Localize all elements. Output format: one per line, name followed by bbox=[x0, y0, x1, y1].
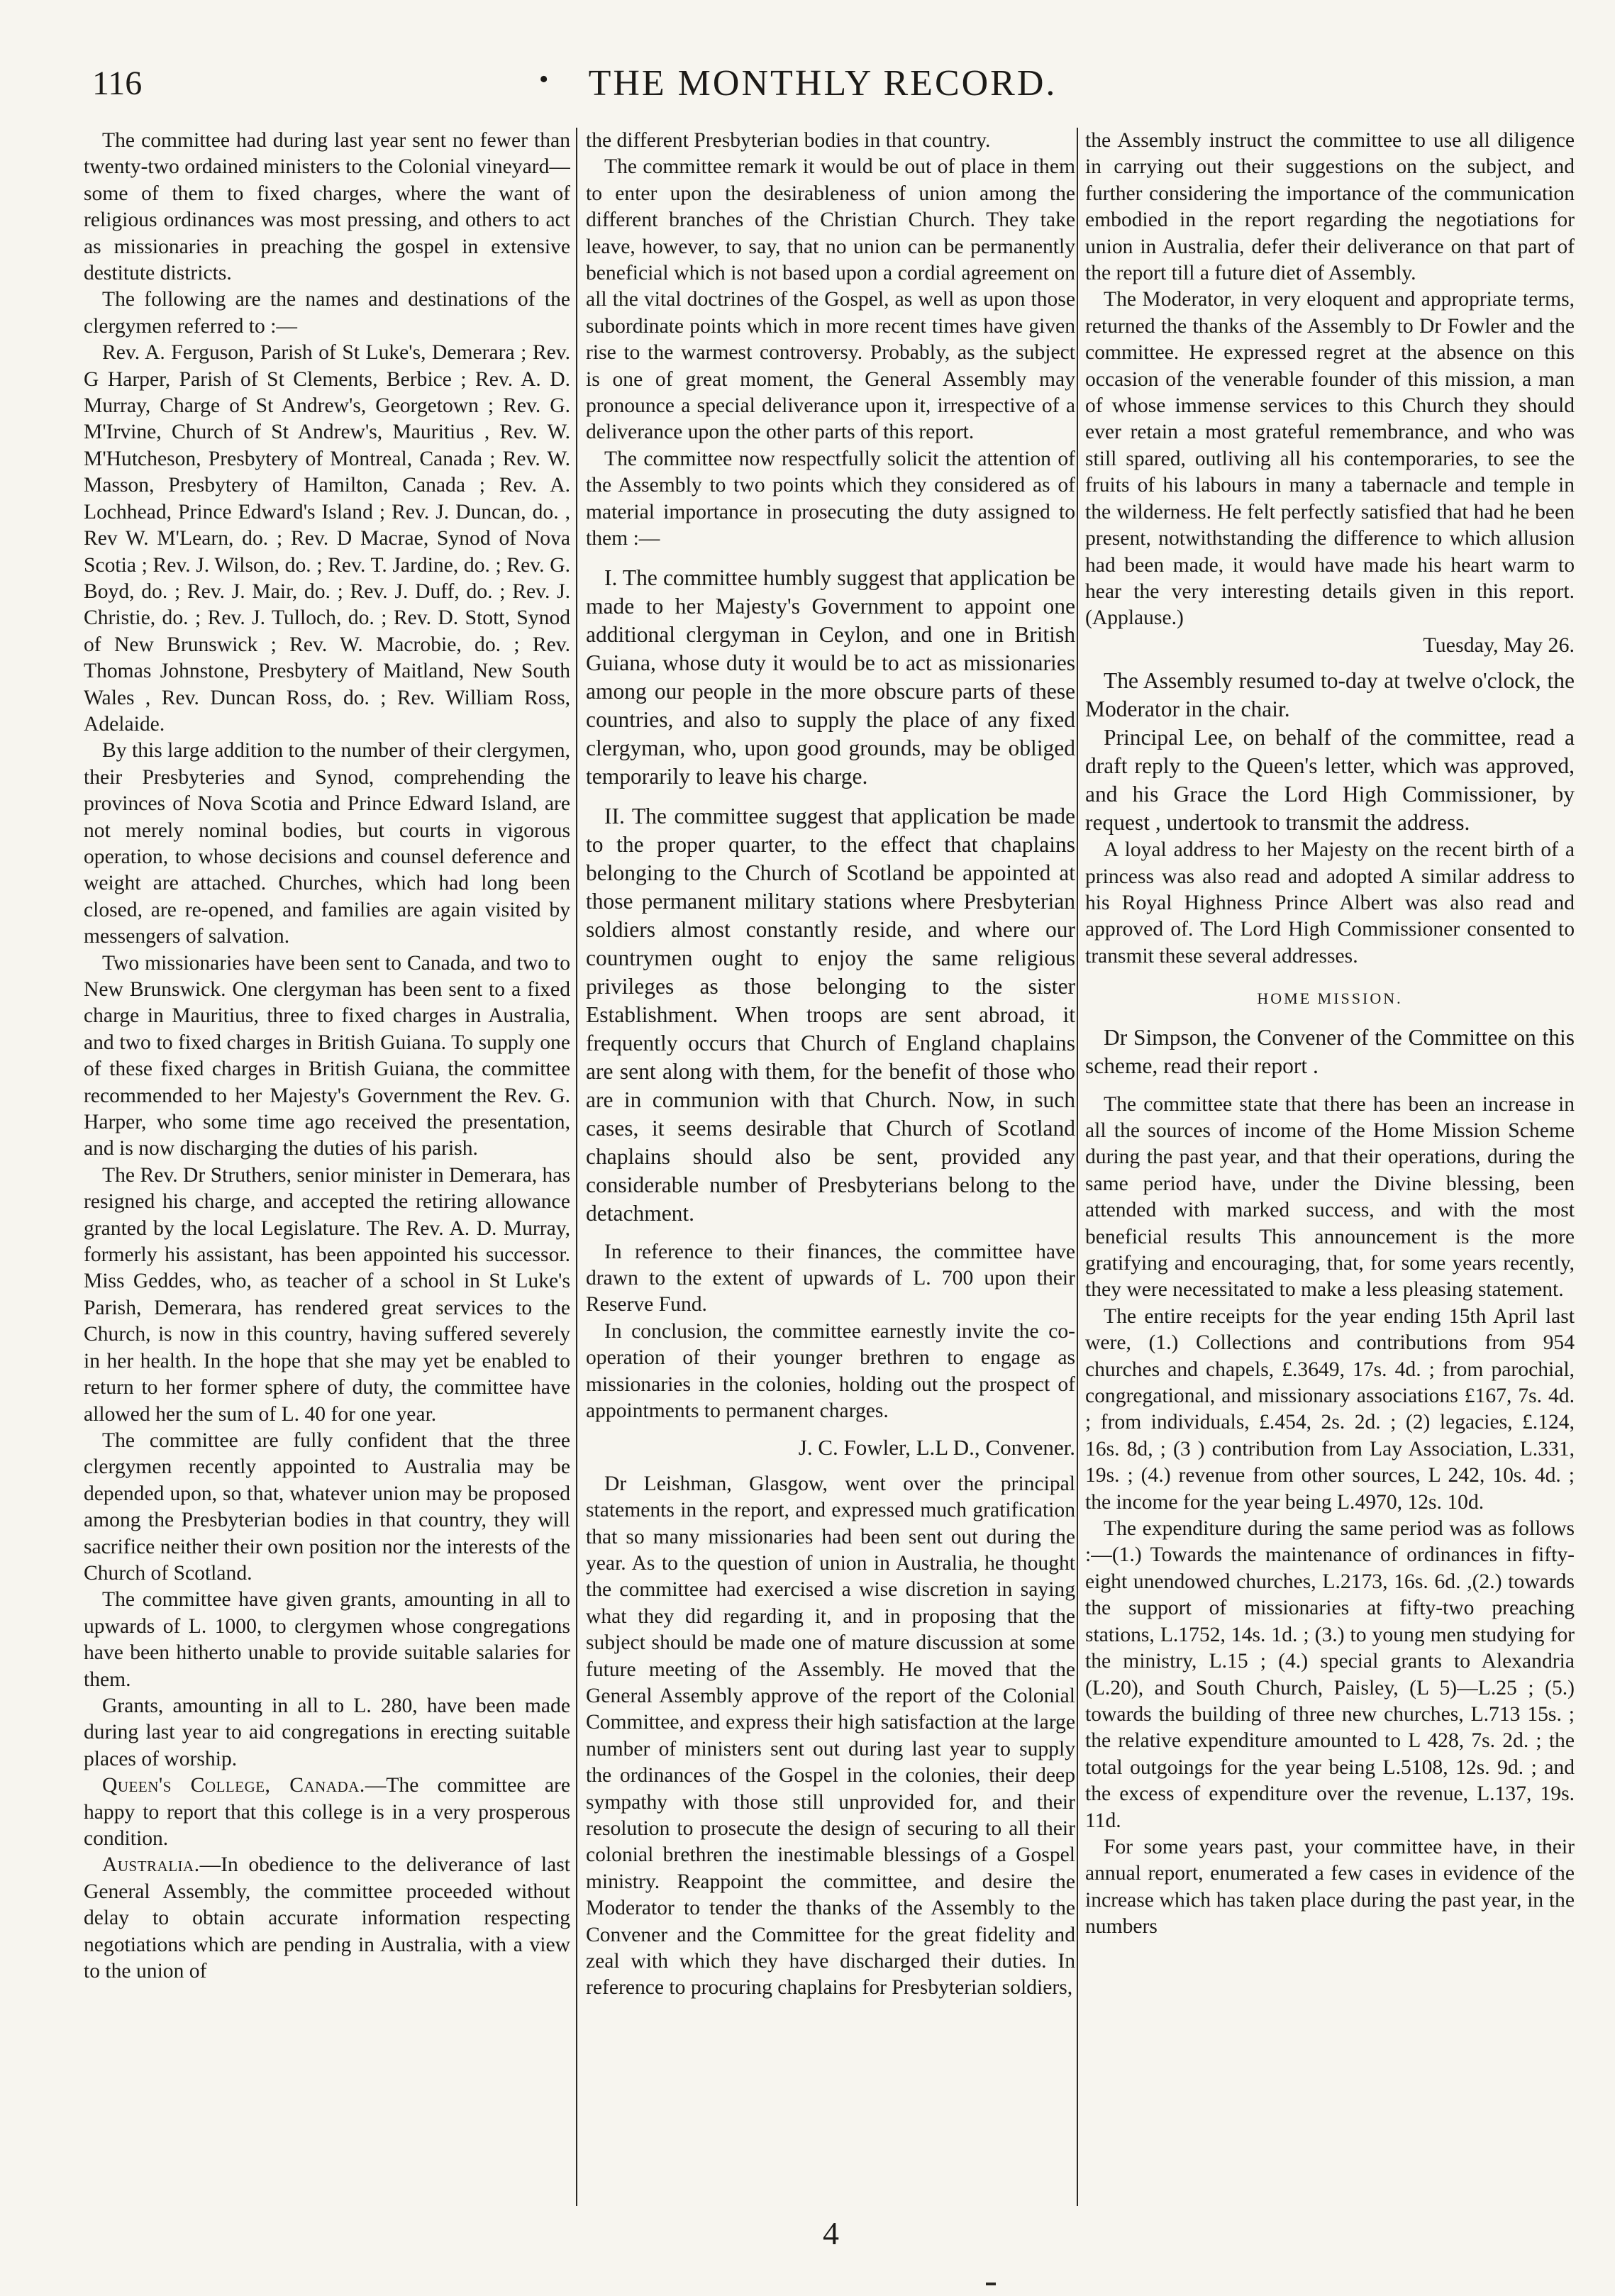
header-dot-mark: • bbox=[539, 65, 549, 94]
running-title: THE MONTHLY RECORD. bbox=[588, 63, 1058, 104]
report-signature: J. C. Fowler, L.L D., Convener. bbox=[798, 1435, 1075, 1460]
paragraph-text: Dr Leishman, Glasgow, went over the principal statements in the report, and expressed much gratification that so many missionaries had been sent out during the year. As to the question of union in Australia, he thought the committee had exercised a wise discretion in saying what they did regarding it, and in proposing that the subject should be made one of mature discussion at some future meeting of the Assembly. He moved that the General Assembly approve of the report of the Colonial Committee, and express their high satisfaction at the large number of ministers sent out during last year to supply the ordinances of the Gospel in the colonies, their deep sympathy with those still unprovided for, and their resolution to prosecute the design of securing to all their colonial brethren the inestimable blessings of a Gospel ministry. Reappoint the committee, and desire the Moderator to tender the thanks of the Assembly to the Convener and the Committee for the great fidelity and zeal with which they have discharged their duties. In reference to procuring chaplains for Presbyterian soldiers, bbox=[586, 1472, 1075, 2000]
body-paragraph bbox=[586, 1319, 1075, 1425]
column-rule bbox=[1077, 128, 1078, 2206]
paragraph-text: Grants, amounting in all to L. 280, have been made during last year to aid congregations in erecting suitable places of worship. bbox=[84, 1694, 570, 1770]
text-column-right bbox=[1085, 128, 1575, 2206]
dateline: Tuesday, May 26. bbox=[1423, 633, 1575, 657]
paragraph-text: For some years past, your committee have, in their annual report, enumerated a few cases in evidence of the increase which has taken place during the past year, in the numbers bbox=[1085, 1835, 1575, 1939]
body-paragraph bbox=[1085, 287, 1575, 631]
paragraph-text: The Rev. Dr Struthers, senior minister in Demerara, has resigned his charge, and accepted the retiring allowance granted by the local Legislature. The Rev. A. D. Murray, formerly his assistant, has been appointed his successor. Miss Geddes, who, as teacher of a school in St Luke's Parish, Demerara, has rendered great services to the Church, is now in this country, having suffered severely in her health. In the hope that she may yet be enabled to return to her former sphere of duty, the committee have allowed her the sum of L. 40 for one year. bbox=[84, 1163, 570, 1426]
body-paragraph bbox=[84, 1693, 570, 1773]
paragraph-text: the different Presbyterian bodies in that country. bbox=[586, 129, 991, 152]
body-paragraph bbox=[586, 446, 1075, 553]
body-paragraph bbox=[1085, 1516, 1575, 1834]
text-column-middle bbox=[586, 128, 1075, 2206]
paragraph-text: The committee now respectfully solicit the attention of the Assembly to two points which they considered as of material importance in prosecuting the duty assigned to them :— bbox=[586, 447, 1075, 550]
body-paragraph bbox=[586, 802, 1075, 1228]
page-header bbox=[78, 60, 1567, 109]
paragraph-text: Dr Simpson, the Convener of the Committee on this scheme, read their report . bbox=[1085, 1024, 1575, 1078]
paragraph-text: Two missionaries have been sent to Canada, and two to New Brunswick. One clergyman has been sent to a fixed charge in Mauritius, three to fixed charges in Australia, and two to fixed charges in British Guiana. To supply one of these fixed charges in British Guiana, the committee recommended to her Majesty's Government the Rev. G. Harper, who some time ago received the presentation, and is now discharging the duties of his parish. bbox=[84, 951, 570, 1160]
body-paragraph bbox=[84, 738, 570, 950]
paragraph-text: The expenditure during the same period was as follows :—(1.) Towards the maintenance of ordinances in fifty-eight unendowed churches, L.2173, 16s. 6d. ,(2.) towards the support of missionaries at fifty-two preaching stations, L.1752, 14s. 1d. ; (3.) to young men studying for the ministry, L.15 ; (4.) special grants to Alexandria (L.20), and South Church, Paisley, (L 5)—L.25 ; (5.) towards the building of three new churches, L.713 15s. ; the relative expenditure amounted to L 428, 7s. 2d. ; the total outgoings for the year being L.5108, 12s. 9d. ; and the excess of expenditure over the revenue, L.137, 19s. 11d. bbox=[1085, 1517, 1575, 1832]
paragraph-text: In conclusion, the committee earnestly invite the co-operation of their younger brethren to engage as missionaries in the colonies, holding out the prospect of appointments to permanent charges. bbox=[586, 1319, 1075, 1422]
body-paragraph bbox=[84, 950, 570, 1163]
body-paragraph bbox=[1085, 1304, 1575, 1516]
paragraph-text: The committee have given grants, amounting in all to upwards of L. 1000, to clergymen whose congregations have been hitherto unable to provide suitable salaries for them. bbox=[84, 1588, 570, 1691]
body-paragraph bbox=[1085, 667, 1575, 723]
body-paragraph bbox=[586, 1471, 1075, 2002]
body-paragraph bbox=[84, 1163, 570, 1428]
body-paragraph bbox=[586, 154, 1075, 445]
body-paragraph bbox=[84, 1773, 570, 1852]
body-paragraph bbox=[1085, 837, 1575, 970]
paragraph-text: I. The committee humbly suggest that application be made to her Majesty's Government to appoint one additional clergyman in Ceylon, and one in British Guiana, whose duty it would be to act as missionaries among our people in the more obscure parts of these countries, and also to supply the place of any fixed clergyman, who, upon good grounds, may be obliged temporarily to leave his charge. bbox=[586, 565, 1075, 789]
paragraph-text: —The committee are happy to report that this college is in a very prosperous condition. bbox=[84, 1774, 570, 1850]
body-paragraph bbox=[1085, 723, 1575, 837]
body-paragraph bbox=[84, 1587, 570, 1693]
paragraph-text: —In obedience to the deliverance of last General Assembly, the committee proceeded without delay to obtain accurate information respecting negotiations which are pending in Australia, with a view to the union of bbox=[84, 1853, 570, 1983]
paragraph-text: The committee are fully confident that the three clergymen recently appointed to Australia may be depended upon, so that, whatever union may be proposed among the Presbyterian bodies in that country, they will sacrifice neither their own position nor the interests of the Church of Scotland. bbox=[84, 1429, 570, 1585]
body-paragraph bbox=[1085, 1092, 1575, 1304]
paragraph-text: The entire receipts for the year ending 15th April last were, (1.) Collections and contributions from 954 churches and chapels, £.3649, 17s. 4d. ; from parochial, congregational, and missionary associations £167, 7s. 4d. ; from individuals, £.454, 2s. 2d. ; (2) legacies, £.124, 16s. 8d, ; (3 ) contribution from Lay Association, L.331, 19s. ; (4.) revenue from other sources, L 242, 10s. 4d. ; the income for the year being L.4970, 12s. 10d. bbox=[1085, 1304, 1575, 1514]
paragraph-text: The committee state that there has been an increase in all the sources of income of the Home Mission Scheme during the past year, and that their operations, during the same period have, under the Divine blessing, been attended with marked success, and with the most beneficial results This announcement is the more gratifying and encouraging, that, for some years recently, they were necessitated to make a less pleasing statement. bbox=[1085, 1092, 1575, 1302]
body-paragraph bbox=[586, 1239, 1075, 1319]
paragraph-text: A loyal address to her Majesty on the recent birth of a princess was also read and adopted A similar address to his Royal Highness Prince Albert was also read and approved of. The Lord High Commissioner consented to transmit these several addresses. bbox=[1085, 838, 1575, 967]
body-paragraph bbox=[84, 1852, 570, 1985]
paragraph-text: By this large addition to the number of their clergymen, their Presbyteries and Synod, comprehending the provinces of Nova Scotia and Prince Edward Island, are not merely nominal bodies, but courts in vigorous operation, to whose decisions and counsel deference and weight are attached. Churches, which had long been closed, are re-opened, and families are again visited by messengers of salvation. bbox=[84, 739, 570, 948]
body-paragraph bbox=[1085, 1834, 1575, 1941]
paragraph-text: the Assembly instruct the committee to use all diligence in carrying out their suggestions on the subject, and further considering the importance of the communication embodied in the report regarding the negotiations for union in Australia, defer their deliverance on that part of the report till a future diet of Assembly. bbox=[1085, 129, 1575, 285]
text-column-left bbox=[84, 128, 570, 2206]
body-paragraph bbox=[84, 1428, 570, 1587]
paragraph-text: The Moderator, in very eloquent and appropriate terms, returned the thanks of the Assembly to Dr Fowler and the committee. He expressed regret at the absence on this occasion of the venerable founder of this mission, a man of whose immense services to this Church they should ever retain a most grateful remembrance, and who was still spared, outliving all his contemporaries, to see the fruits of his labours in many a tabernacle and temple in the wilderness. He felt perfectly satisfied that had he been present, notwithstanding the difference to which allusion had been made, it would have made his heart warm to hear the very interesting details given in this report. (Applause.) bbox=[1085, 288, 1575, 630]
paragraph-text: Principal Lee, on behalf of the committee, read a draft reply to the Queen's letter, which was approved, and his Grace the Lord High Commissioner, by request , undertook to transmit the address. bbox=[1085, 725, 1575, 836]
footer-dash-mark bbox=[986, 2283, 996, 2285]
body-paragraph bbox=[84, 128, 570, 287]
column-rule bbox=[576, 128, 577, 2206]
body-paragraph bbox=[1085, 128, 1575, 287]
paragraph-text: II. The committee suggest that application be made to the proper quarter, to the effect that chaplains belonging to the Church of Scotland be appointed at those permanent military stations where Presbyterian soldiers almost constantly reside, and where our countrymen ought to enjoy the same religious privileges as those belonging to the sister Establishment. When troops are sent abroad, it frequently occurs that Church of England chaplains are sent along with them, for the benefit of those who are in communion with that Church. Now, in such cases, it seems desirable that Church of Scotland chaplains should also be sent, provided any considerable number of Presbyterians belong to the detachment. bbox=[586, 803, 1075, 1226]
body-paragraph bbox=[586, 128, 1075, 154]
body-paragraph bbox=[586, 564, 1075, 791]
paragraph-lead: Australia. bbox=[102, 1853, 200, 1877]
signature-mark: 4 bbox=[823, 2215, 839, 2251]
paragraph-text: The committee had during last year sent no fewer than twenty-two ordained ministers to the Colonial vineyard—some of them to fixed charges, where the want of religious ordinances was most pressing, and others to act as missionaries in preaching the gospel in extensive destitute districts. bbox=[84, 129, 570, 285]
paragraph-text: The Assembly resumed to-day at twelve o'clock, the Moderator in the chair. bbox=[1085, 668, 1575, 722]
paragraph-text: Rev. A. Ferguson, Parish of St Luke's, Demerara ; Rev. G Harper, Parish of St Clements, Berbice ; Rev. A. D. Murray, Charge of St Andrew's, Georgetown ; Rev. G. M'Irvine, Church of St Andrew's, Mauritius , Rev. W. M'Hutcheson, Presbytery of Montreal, Canada ; Rev. W. Masson, Presbytery of Hamilton, Canada ; Rev. A. Lochhead, Prince Edward's Island ; Rev. J. Duncan, do. , Rev W. M'Learn, do. ; Rev. D Macrae, Synod of Nova Scotia ; Rev. J. Wilson, do. ; Rev. T. Jardine, do. ; Rev. G. Boyd, do. ; Rev. J. Mair, do. ; Rev. J. Duff, do. ; Rev. J. Christie, do. ; Rev. J. Tulloch, do. ; Rev. D. Stott, Synod of New Brunswick ; Rev. W. Macrobie, do. ; Rev. Thomas Johnstone, Presbytery of Maitland, New South Wales , Rev. Duncan Ross, do. ; Rev. William Ross, Adelaide. bbox=[84, 341, 570, 736]
paragraph-lead: Queen's College, Canada. bbox=[102, 1774, 365, 1797]
body-paragraph bbox=[1085, 1024, 1575, 1080]
body-paragraph bbox=[84, 287, 570, 340]
page-number: 116 bbox=[92, 65, 143, 102]
section-heading: HOME MISSION. bbox=[1257, 989, 1403, 1008]
body-paragraph bbox=[84, 340, 570, 738]
paragraph-text: The following are the names and destinations of the clergymen referred to :— bbox=[84, 288, 570, 338]
paragraph-text: The committee remark it would be out of place in them to enter upon the desirableness of union among the different branches of the Christian Church. They take leave, however, to say, that no union can be permanently beneficial which is not based upon a cordial agreement on all the vital doctrines of the Gospel, as well as upon those subordinate points which in more recent times have given rise to the warmest controversy. Probably, as the subject is one of great moment, the General Assembly may pronounce a special deliverance upon it, irrespective of a deliverance upon the other parts of this report. bbox=[586, 155, 1075, 444]
paragraph-text: In reference to their finances, the committee have drawn to the extent of upwards of L. 700 upon their Reserve Fund. bbox=[586, 1240, 1075, 1316]
